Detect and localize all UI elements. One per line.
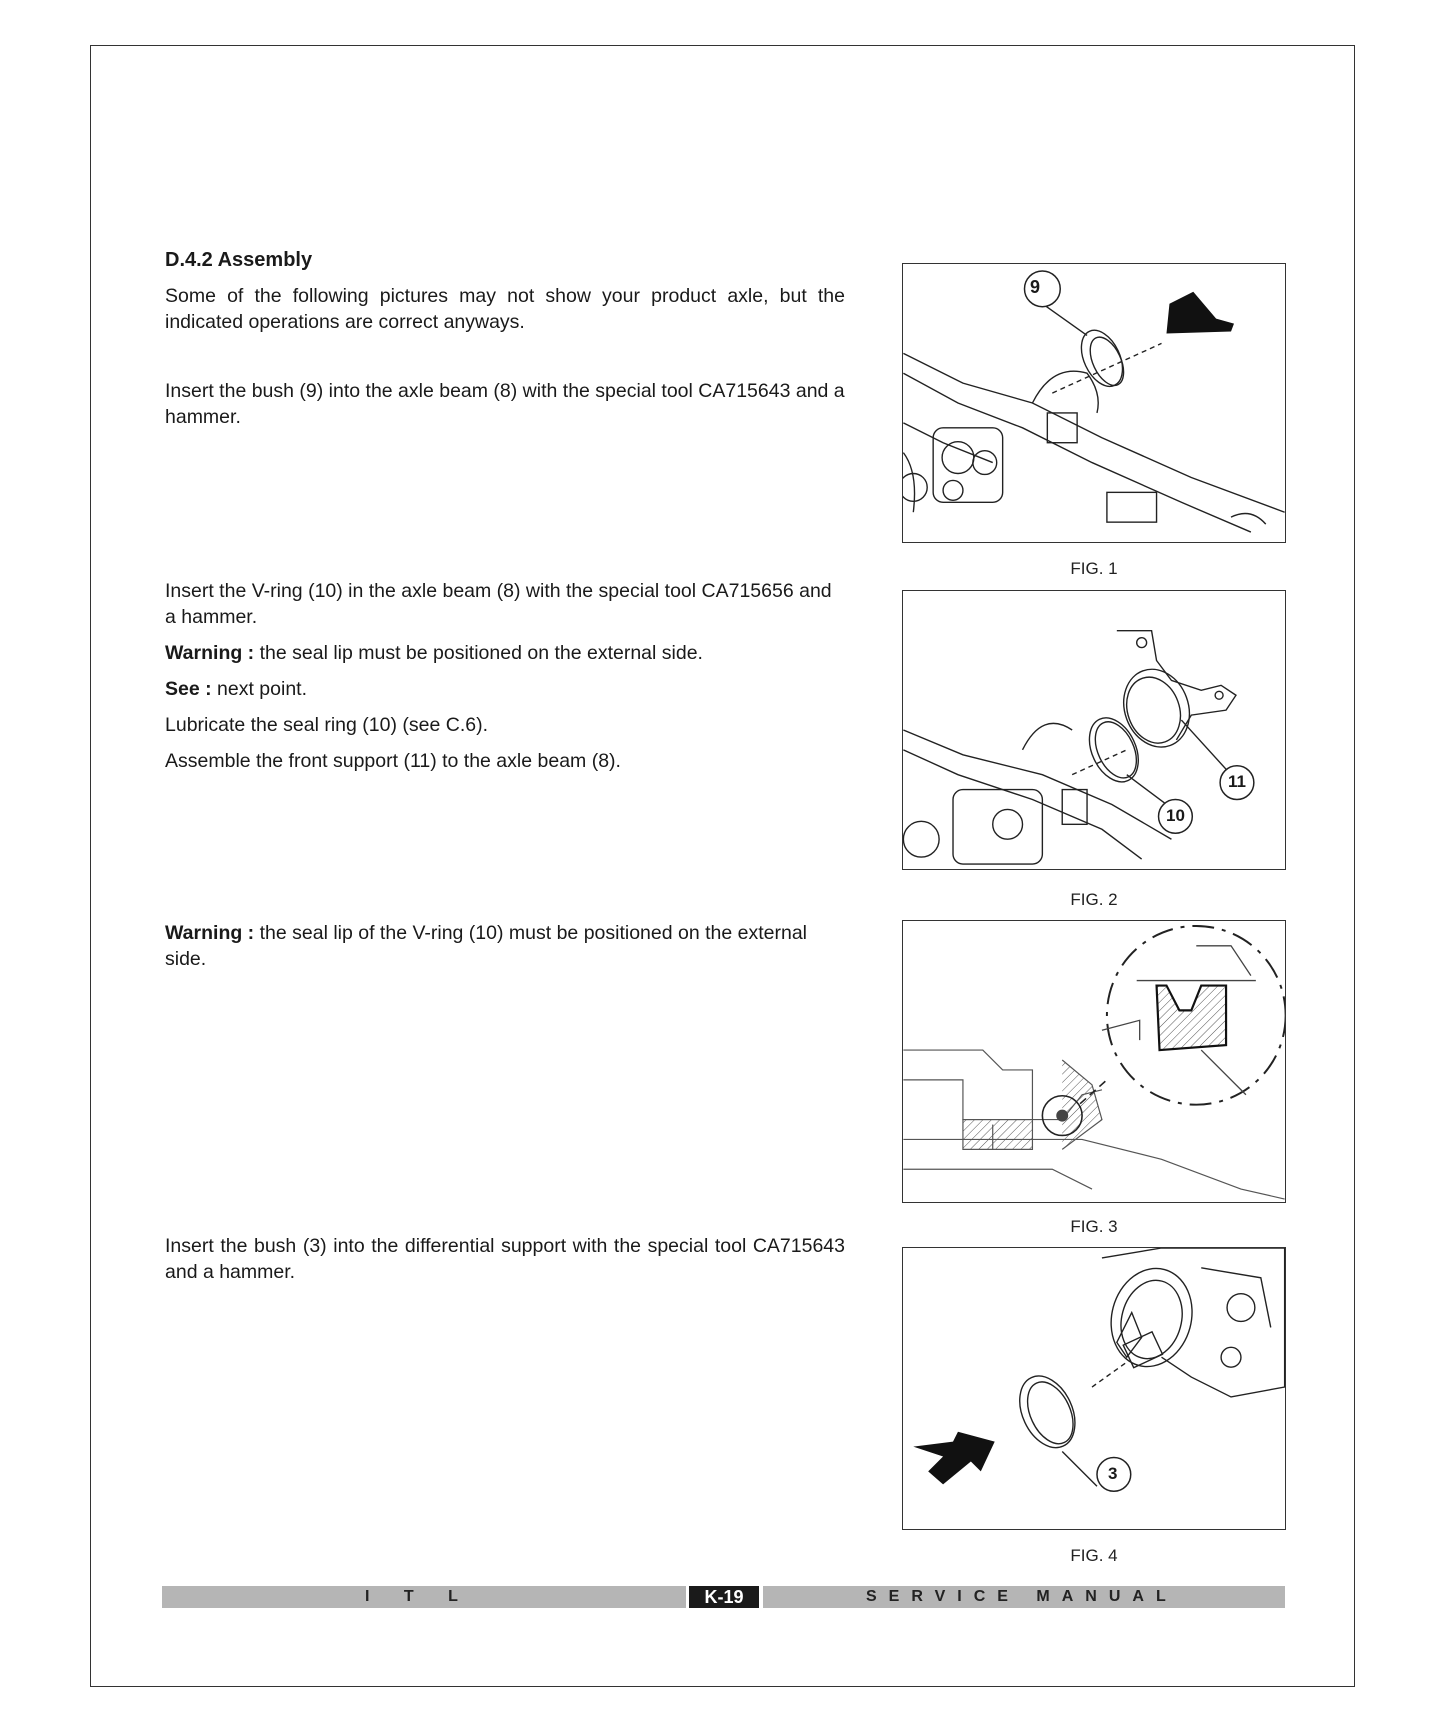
step2-lubricate: Lubricate the seal ring (10) (see C.6).	[165, 714, 488, 736]
figure-1-caption: FIG. 1	[1070, 559, 1118, 578]
figure-4	[902, 1247, 1286, 1530]
warning-label: Warning :	[165, 922, 255, 944]
figure-4-callout: 3	[1108, 1464, 1118, 1483]
see-label: See :	[165, 678, 212, 700]
intro-block	[165, 283, 845, 335]
step3-block	[165, 920, 845, 972]
footer-brand: I T L	[365, 1588, 473, 1605]
figure-2-callout-11: 11	[1228, 772, 1246, 791]
step2-see	[165, 676, 845, 702]
figure-1-drawing	[903, 264, 1285, 542]
figure-3	[902, 920, 1286, 1203]
warning-text: the seal lip of the V-ring (10) must be positioned on the external side.	[165, 922, 808, 970]
intro-paragraph: Some of the following pictures may not show your product axle, but the indicated operations are correct anyways.	[165, 285, 845, 333]
figure-1-callout: 9	[1030, 277, 1041, 297]
step2-block	[165, 578, 845, 774]
step4-block	[165, 1233, 845, 1285]
step1-paragraph: Insert the bush (9) into the axle beam (8) with the special tool CA715643 and a hammer.	[165, 380, 845, 428]
step3-warning	[165, 920, 845, 972]
step4-paragraph: Insert the bush (3) into the differential support with the special tool CA715643 and a hammer.	[165, 1235, 845, 1283]
step1-block	[165, 378, 845, 430]
figure-2-caption: FIG. 2	[1070, 890, 1118, 909]
figure-1	[902, 263, 1286, 543]
figure-3-caption: FIG. 3	[1070, 1217, 1118, 1236]
figure-2-callout-10: 10	[1166, 806, 1185, 825]
step2-warning	[165, 640, 845, 666]
step2-paragraph: Insert the V-ring (10) in the axle beam (8) with the special tool CA715656 and a hammer.	[165, 580, 832, 628]
warning-label: Warning :	[165, 642, 255, 664]
see-text: next point.	[211, 678, 308, 700]
step2-assemble: Assemble the front support (11) to the axle beam (8).	[165, 750, 621, 772]
page-number: K-19	[689, 1586, 759, 1608]
warning-text: the seal lip must be positioned on the external side.	[254, 642, 703, 664]
figure-2	[902, 590, 1286, 870]
section-title: D.4.2 Assembly	[165, 249, 313, 271]
footer-title: SERVICE MANUAL	[866, 1588, 1178, 1605]
figure-3-drawing	[903, 921, 1285, 1202]
figure-2-drawing	[903, 591, 1285, 869]
figure-4-drawing	[903, 1248, 1285, 1529]
figure-4-caption: FIG. 4	[1070, 1546, 1118, 1565]
